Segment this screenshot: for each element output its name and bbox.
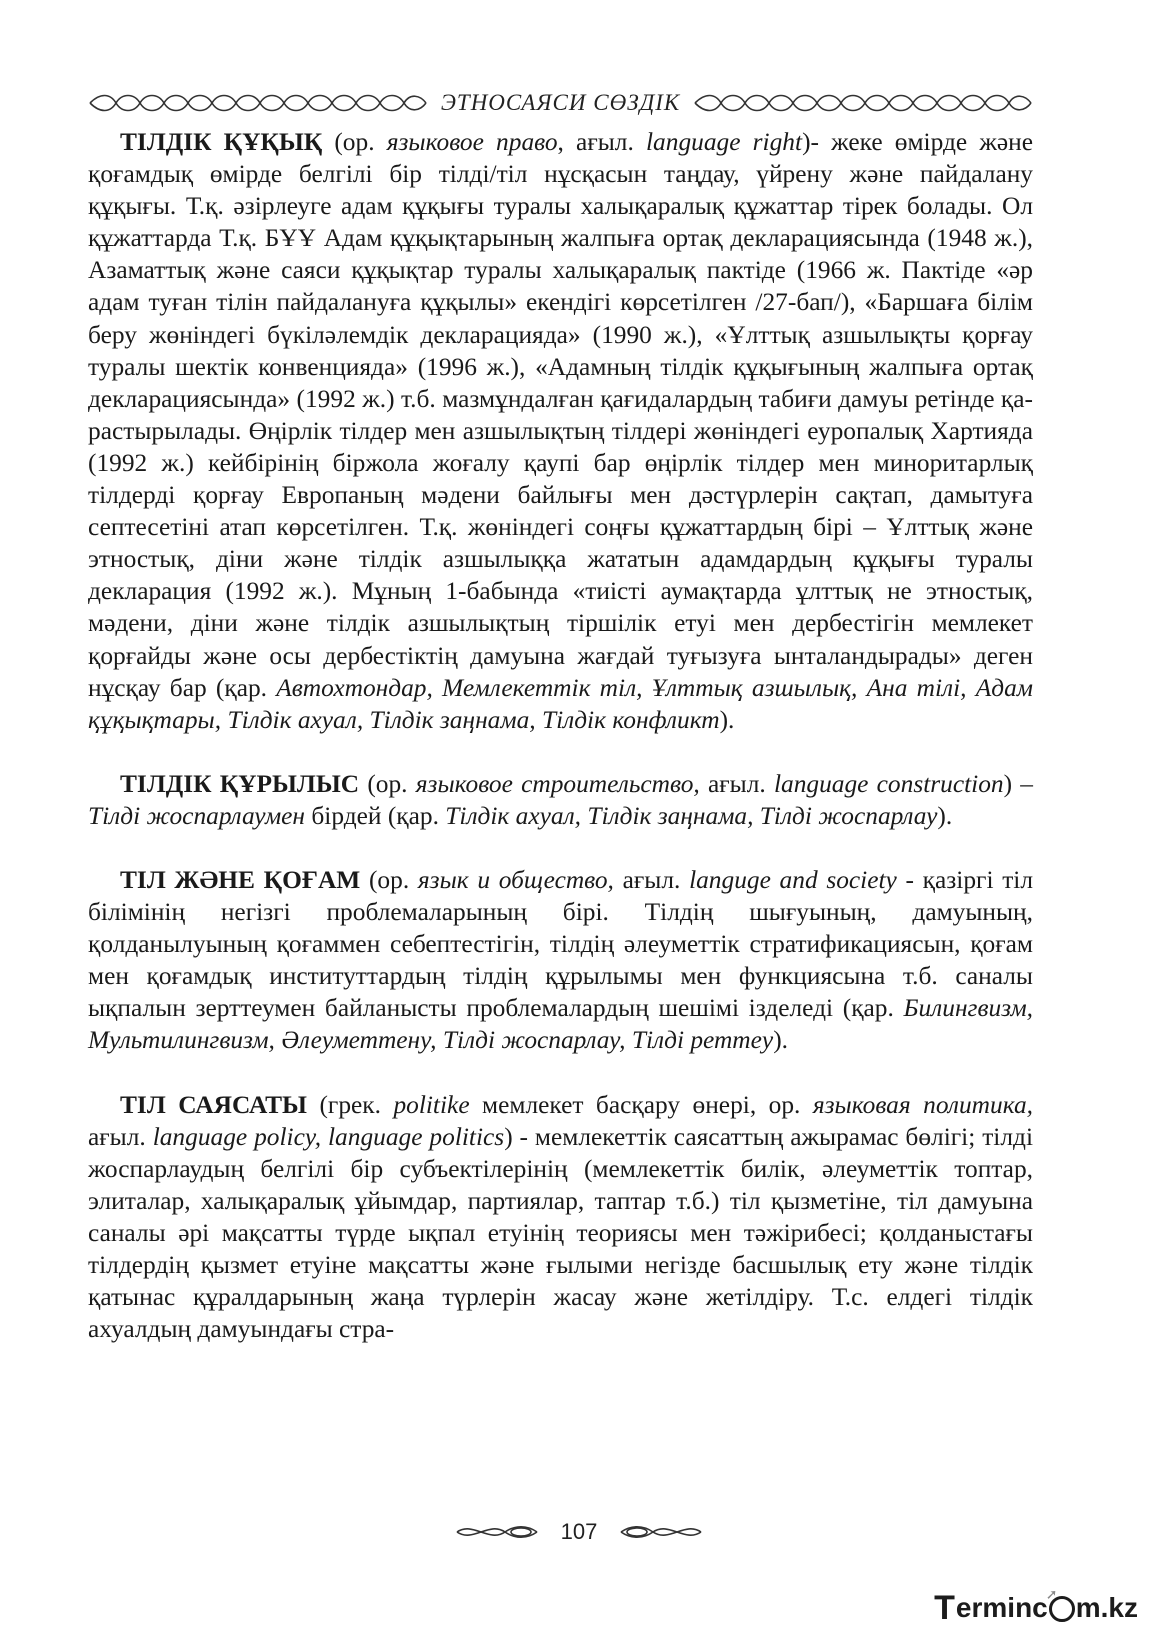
footer-flourish-left (455, 1519, 539, 1545)
watermark-circle-icon: ➚ (1049, 1596, 1075, 1622)
dictionary-content (88, 126, 1033, 1377)
entry-til-sayasaty (88, 1089, 1033, 1346)
body-text: (ор. (359, 769, 416, 798)
body-text: (ор. (360, 865, 418, 894)
entry-term: ТІЛ САЯСАТЫ (120, 1090, 307, 1119)
body-text: (ор. (322, 128, 387, 156)
body-text: ) – (1003, 769, 1033, 798)
entry-tildik-kurylys (88, 768, 1033, 832)
body-text: бірдей (қар. (305, 801, 446, 830)
page-number: 107 (560, 1519, 598, 1544)
italic-text: languge and society (689, 865, 897, 894)
watermark-letter-t: T (934, 1588, 955, 1627)
footer-flourish-right (619, 1519, 703, 1545)
italic-text: языковая политика, (812, 1090, 1033, 1119)
entry-tildik-kukyk (88, 126, 1033, 736)
entry-term: ТІЛДІК ҚҰРЫЛЫС (120, 769, 360, 798)
italic-text: language policy, language politics (152, 1122, 505, 1151)
body-text: ағыл. (88, 1122, 153, 1151)
italic-text: language construction (773, 769, 1004, 798)
header-ornament-left (88, 91, 428, 115)
italic-text: Тілді жоспарлаумен (88, 801, 306, 830)
italic-text: язык и общество, (417, 865, 614, 894)
body-text: ағыл. (699, 769, 774, 798)
body-text: ). (937, 801, 953, 830)
italic-text: Автохтондар, Мемлекеттік тіл, Ұлттық азшылық, Ана тілі, Адам құқықтары, Тілдік ахуал, Тілдік заңнама, Тілдік конфликт (88, 673, 1034, 734)
watermark-text-end: m.kz (1075, 1592, 1138, 1623)
page-footer (0, 1512, 1158, 1552)
body-text: (грек. (306, 1090, 394, 1119)
italic-text: языковое строительство, (415, 769, 700, 798)
entry-term: ТІЛДІК ҚҰҚЫҚ (120, 128, 323, 156)
body-text: ). (719, 705, 735, 734)
italic-text: Билингвизм, Мультилингвизм, Әлеуметтену, Тілді жоспарлау, Тілді реттеу (88, 994, 1033, 1055)
italic-text: языковое право (386, 128, 558, 156)
body-text: мемлекет басқару өнері, ор. (469, 1090, 813, 1119)
entry-til-zhane-kogam (88, 864, 1033, 1057)
entry-term: ТІЛ ЖӘНЕ ҚОҒАМ (120, 865, 361, 894)
body-text: )- жеке өмірде және қоғамдық өмірде белгілі бір тілді/тіл нұсқасын таңдау, үйрену және пайдалану құқығы. Т.қ. әзірлеуге адам құқығы туралы халықаралық құжаттар тірек болады. Ол құжаттарда Т.қ. БҰҰ Адам құқықтарының жалпыға ортақ декларациясында (1948 ж.), Азаматтық және саяси құқықтар туралы халықаралық пактіде (1966 ж. Пактіде «әр адам туған тілін пайдалануға құқылы» екендігі көрсетілген /27-бап/), «Баршаға білім беру жөніндегі бүкіләлемдік декларацияда» (1990 ж.), «Ұлттық азшылықты қорғау туралы шектік конвенцияда» (1996 ж.), «Адамның тілдік құқығының жалпыға ортақ декларациясында» (1992 ж.) т.б. мазмұндалған қағидалардың табиғи дамуы ретінде қарастырылады. Өңірлік тілдер мен азшылықтың тілдері жөніндегі еуропалық Хартияда (1992 ж.) кейбірінің біржола жоғалу қаупі бар өңірлік тілдер мен миноритарлық тілдерді қорғау Европаның мәдени байлығы мен дәстүрлерін сақтап, дамытуға септесетіні атап көрсетілген. Т.қ. жөніндегі соңғы құжаттардың бірі – Ұлттық және этностық, діни және тілдік азшылыққа жататын адамдардың құқығы туралы декларация (1992 ж.). Мұның 1-бабында «тиісті аумақтарда ұлттық не этностық, мәдени, діни және тілдік азшылықтың тіршілік етуі мен дербестігін мемлекет қорғайды және осы дербестіктің дамуына жағдай туғызуға ынталандырады» деген нұсқау бар (қар. (88, 128, 1033, 702)
body-text: , ағыл. (557, 128, 646, 156)
watermark-text-mid: erminc (955, 1592, 1048, 1623)
site-watermark-logo (934, 1588, 1138, 1628)
running-header (88, 86, 1033, 120)
body-text: ) - мемлекеттік саясаттың ажырамас бөлігі; тілді жоспарлаудың белгілі бір субъектілерінің (мемлекеттік билік, әлеуметтік топтар, элиталар, халықаралық ұйымдар, партиялар, таптар т.б.) тіл қызметіне, тіл дамуына саналы әрі мақсатты түрде ықпал етуінің теориясы мен тәжірибесі; қолданыстағы тілдердің қызмет етуіне мақсатты және ғылыми негізде басшылық ету және тілдік қатынас құралдарының жаңа түрлерін жасау және жетілдіру. Т.с. елдегі тілдік ахуалдың дамуындағы стра- (88, 1122, 1033, 1344)
header-title: ЭТНОСАЯСИ СӨЗДІК (440, 90, 681, 115)
body-text: ). (773, 1026, 788, 1055)
body-text: ағыл. (613, 865, 690, 894)
italic-text: politike (393, 1090, 470, 1119)
header-ornament-right (693, 91, 1033, 115)
italic-text: language right (646, 128, 803, 156)
body-text: - қазіргі тіл білімінің негізгі проблемаларының бірі. Тілдің шығуының, дамуының, қолданылуының қоғаммен себептестігін, тілдің әлеуметтік стратификациясын, қоғам мен қоғамдық институттардың тілдің құрылымы мен функциясына т.б. саналы ықпалын зерттеумен байланысты проблемалардың шешімі ізделеді (қар. (88, 865, 1034, 1023)
italic-text: Тілдік ахуал, Тілдік заңнама, Тілді жоспарлау (445, 801, 938, 830)
